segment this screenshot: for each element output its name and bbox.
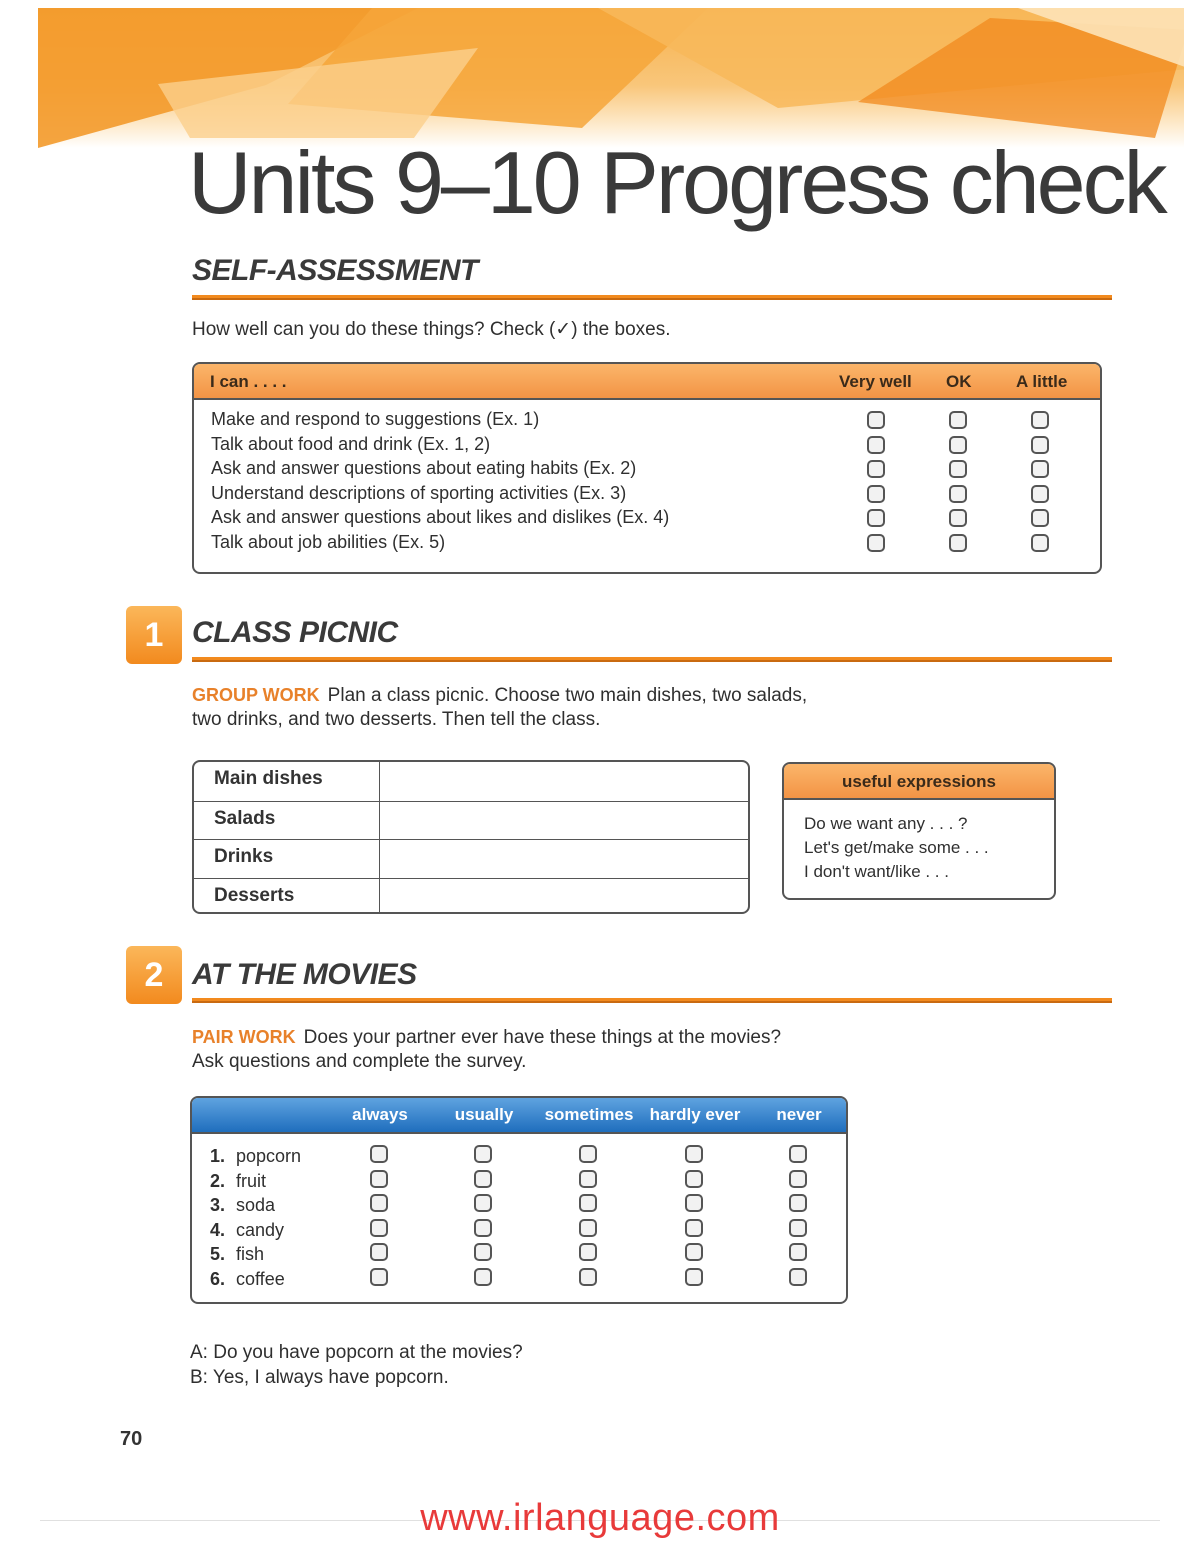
dialog-line-b: B: Yes, I always have popcorn. (190, 1367, 449, 1388)
self-assessment-item: Make and respond to suggestions (Ex. 1) (211, 409, 540, 429)
picnic-row (194, 839, 748, 878)
self-assessment-item: Ask and answer questions about eating habits (Ex. 2) (211, 458, 637, 479)
frequency-checkbox[interactable] (474, 1243, 492, 1261)
picnic-row-label: Drinks (214, 846, 274, 867)
frequency-checkbox[interactable] (579, 1194, 597, 1212)
frequency-checkbox[interactable] (789, 1243, 807, 1261)
movies-item: 2. fruit (210, 1170, 267, 1191)
picnic-row (194, 801, 748, 840)
section-rule (192, 998, 1112, 1003)
column-ok: OK (946, 372, 972, 391)
frequency-checkbox[interactable] (579, 1219, 597, 1237)
instruction-line-2: two drinks, and two desserts. Then tell the class. (192, 709, 601, 730)
frequency-checkbox[interactable] (579, 1170, 597, 1188)
frequency-checkbox[interactable] (685, 1243, 703, 1261)
frequency-checkbox[interactable] (685, 1219, 703, 1237)
self-assessment-checkbox[interactable] (949, 436, 967, 454)
picnic-table (192, 760, 750, 914)
page-number: 70 (120, 1428, 143, 1450)
frequency-checkbox[interactable] (370, 1243, 388, 1261)
movies-item-list (210, 1146, 301, 1294)
frequency-checkbox[interactable] (579, 1243, 597, 1261)
pair-work-tag: PAIR WORK (192, 1027, 296, 1047)
movies-item: 5. fish (210, 1244, 265, 1265)
frequency-checkbox[interactable] (370, 1194, 388, 1212)
frequency-checkbox[interactable] (685, 1145, 703, 1163)
self-assessment-item: Understand descriptions of sporting activities (Ex. 3) (211, 482, 627, 503)
self-assessment-checkbox[interactable] (949, 485, 967, 503)
frequency-checkbox[interactable] (370, 1268, 388, 1286)
i-can-label: I can . . . . (210, 372, 287, 391)
picnic-entry-cell[interactable] (379, 840, 748, 878)
movies-item: 3. soda (210, 1195, 276, 1216)
self-assessment-instruction: How well can you do these things? Check (✓) the boxes. (192, 319, 671, 340)
expression-item: Do we want any . . . ? (804, 814, 968, 833)
self-assessment-item: Ask and answer questions about likes and dislikes (Ex. 4) (211, 507, 670, 528)
self-assessment-checkbox[interactable] (867, 436, 885, 454)
picnic-row-label: Main dishes (214, 768, 323, 789)
instruction-line-1: Does your partner ever have these things at the movies? (303, 1027, 782, 1048)
expression-item: I don't want/like . . . (804, 862, 949, 881)
movies-item: 4. candy (210, 1219, 285, 1240)
picnic-row (194, 878, 748, 915)
self-assessment-checkbox[interactable] (867, 534, 885, 552)
useful-expressions-box (782, 762, 1056, 900)
self-assessment-checkbox[interactable] (1031, 509, 1049, 527)
frequency-checkbox[interactable] (789, 1170, 807, 1188)
class-picnic-heading: CLASS PICNIC (192, 616, 398, 649)
header-banner (38, 8, 1184, 148)
picnic-row (194, 762, 748, 801)
picnic-row-label: Desserts (214, 884, 295, 906)
movies-survey-table (190, 1096, 848, 1304)
at-the-movies-heading: AT THE MOVIES (192, 958, 417, 991)
frequency-checkbox[interactable] (474, 1145, 492, 1163)
section-rule (192, 657, 1112, 662)
column-a-little: A little (1016, 372, 1068, 391)
picnic-row-label: Salads (214, 807, 276, 829)
column-very-well: Very well (839, 372, 912, 391)
expression-item: Let's get/make some . . . (804, 838, 989, 857)
frequency-checkbox[interactable] (789, 1145, 807, 1163)
self-assessment-checkbox[interactable] (1031, 534, 1049, 552)
frequency-checkbox[interactable] (370, 1170, 388, 1188)
picnic-entry-cell[interactable] (379, 879, 748, 915)
section-1-badge: 1 (126, 606, 182, 664)
watermark-url: www.irlanguage.com (420, 1497, 780, 1539)
self-assessment-checkbox[interactable] (1031, 460, 1049, 478)
frequency-checkbox[interactable] (789, 1219, 807, 1237)
frequency-checkbox[interactable] (370, 1145, 388, 1163)
page-title: Units 9–10 Progress check (188, 133, 1165, 232)
frequency-checkbox[interactable] (579, 1268, 597, 1286)
frequency-checkbox[interactable] (685, 1194, 703, 1212)
self-assessment-checkbox[interactable] (949, 460, 967, 478)
self-assessment-checkbox[interactable] (867, 485, 885, 503)
self-assessment-checkbox[interactable] (867, 411, 885, 429)
at-the-movies-instruction (192, 1025, 781, 1074)
self-assessment-table (192, 362, 1102, 574)
frequency-checkbox[interactable] (370, 1219, 388, 1237)
frequency-checkbox[interactable] (474, 1170, 492, 1188)
frequency-checkbox[interactable] (474, 1219, 492, 1237)
self-assessment-checkbox[interactable] (949, 411, 967, 429)
self-assessment-table-header (194, 364, 1100, 400)
self-assessment-checkbox[interactable] (867, 460, 885, 478)
movies-item: 6. coffee (210, 1268, 285, 1289)
self-assessment-item: Talk about food and drink (Ex. 1, 2) (211, 433, 491, 454)
self-assessment-checkbox[interactable] (1031, 485, 1049, 503)
picnic-entry-cell[interactable] (379, 762, 748, 801)
instruction-line-2: Ask questions and complete the survey. (192, 1051, 527, 1072)
self-assessment-item: Talk about job abilities (Ex. 5) (211, 531, 446, 552)
self-assessment-checkbox[interactable] (1031, 411, 1049, 429)
frequency-checkbox[interactable] (685, 1268, 703, 1286)
self-assessment-checkbox[interactable] (949, 534, 967, 552)
instruction-line-1: Plan a class picnic. Choose two main dishes, two salads, (327, 685, 808, 706)
movies-item: 1. popcorn (210, 1146, 302, 1166)
self-assessment-checkbox[interactable] (867, 509, 885, 527)
column-always: always (352, 1105, 408, 1124)
frequency-checkbox[interactable] (685, 1170, 703, 1188)
frequency-checkbox[interactable] (474, 1268, 492, 1286)
useful-expressions-title: useful expressions (784, 764, 1054, 800)
group-work-tag: GROUP WORK (192, 685, 320, 705)
section-2-badge: 2 (126, 946, 182, 1004)
self-assessment-list (211, 409, 669, 557)
self-assessment-checkbox[interactable] (949, 509, 967, 527)
section-rule (192, 295, 1112, 300)
movies-survey-header (192, 1098, 846, 1134)
frequency-checkbox[interactable] (579, 1145, 597, 1163)
dialog-line-a: A: Do you have popcorn at the movies? (190, 1342, 523, 1363)
column-never: never (776, 1105, 822, 1124)
frequency-checkbox[interactable] (474, 1194, 492, 1212)
column-sometimes: sometimes (544, 1105, 634, 1124)
self-assessment-heading: SELF-ASSESSMENT (192, 254, 478, 287)
picnic-entry-cell[interactable] (379, 802, 748, 840)
frequency-checkbox[interactable] (789, 1194, 807, 1212)
column-hardly-ever: hardly ever (649, 1105, 741, 1124)
frequency-checkbox[interactable] (789, 1268, 807, 1286)
self-assessment-checkbox[interactable] (1031, 436, 1049, 454)
class-picnic-instruction (192, 683, 807, 732)
column-usually: usually (454, 1105, 514, 1124)
